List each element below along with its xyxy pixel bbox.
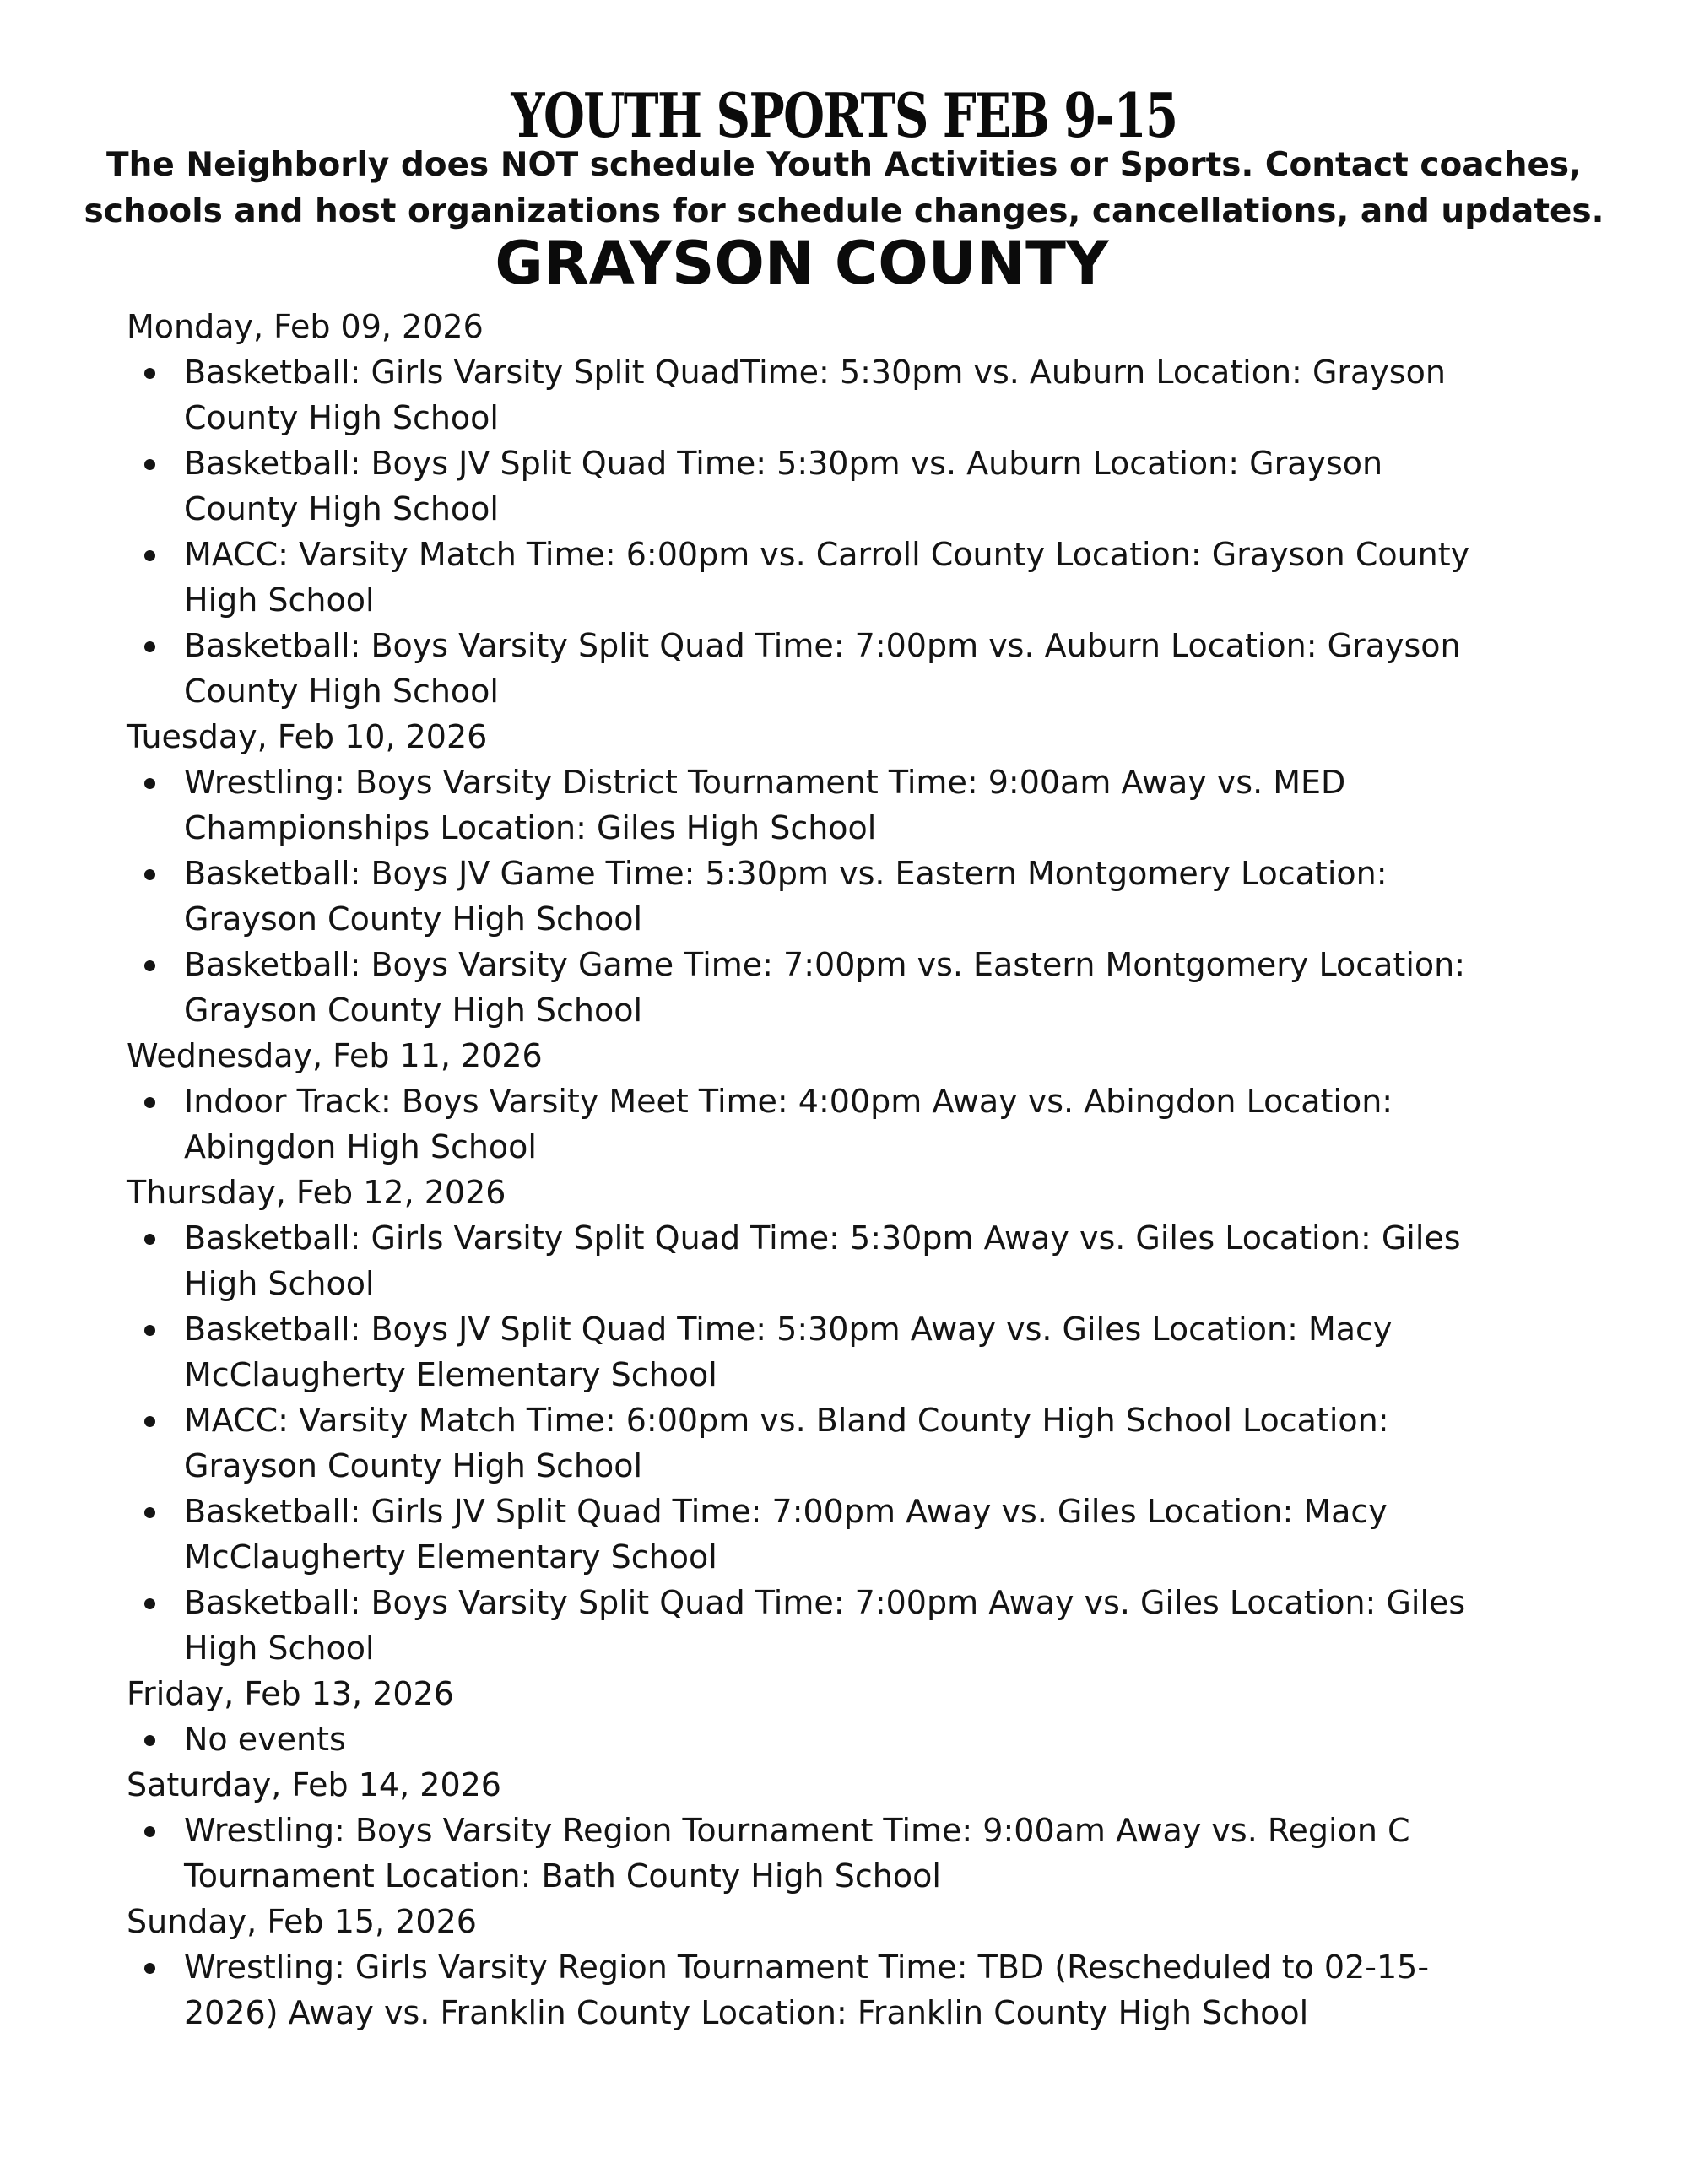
day-header: Saturday, Feb 14, 2026 bbox=[127, 1766, 501, 1803]
event-item: Wrestling: Boys Varsity Region Tournament Time: 9:00am Away vs. Region C Tournament Location: Bath County High School bbox=[184, 1808, 1518, 1899]
event-item: Wrestling: Boys Varsity District Tournament Time: 9:00am Away vs. MED Championships Location: Giles High School bbox=[184, 760, 1518, 851]
day-header: Friday, Feb 13, 2026 bbox=[127, 1675, 454, 1712]
event-item: Wrestling: Girls Varsity Region Tournament Time: TBD (Rescheduled to 02-15-2026) Away vs. Franklin County Location: Franklin County High School bbox=[184, 1944, 1518, 2035]
day-header: Wednesday, Feb 11, 2026 bbox=[127, 1037, 543, 1074]
event-item: No events bbox=[184, 1716, 1518, 1762]
event-item: Basketball: Girls JV Split Quad Time: 7:00pm Away vs. Giles Location: Macy McClaugherty Elementary School bbox=[184, 1489, 1518, 1580]
disclaimer-line-1: The Neighborly does NOT schedule Youth Activities or Sports. Contact coaches, bbox=[106, 146, 1582, 184]
day-section-wednesday bbox=[127, 1033, 1561, 1170]
event-item: MACC: Varsity Match Time: 6:00pm vs. Carroll County Location: Grayson County High School bbox=[184, 532, 1518, 623]
day-section-sunday bbox=[127, 1899, 1561, 2035]
county-heading: GRAYSON COUNTY bbox=[495, 229, 1109, 298]
event-item: Basketball: Boys Varsity Split Quad Time: 7:00pm vs. Auburn Location: Grayson County High School bbox=[184, 623, 1518, 714]
event-item: Basketball: Girls Varsity Split QuadTime: 5:30pm vs. Auburn Location: Grayson County High School bbox=[184, 349, 1518, 441]
event-item: Basketball: Boys JV Split Quad Time: 5:30pm Away vs. Giles Location: Macy McClaugherty Elementary School bbox=[184, 1306, 1518, 1397]
day-section-tuesday bbox=[127, 714, 1561, 1033]
event-item: Basketball: Boys JV Game Time: 5:30pm vs. Eastern Montgomery Location: Grayson County High School bbox=[184, 851, 1518, 942]
day-section-thursday bbox=[127, 1170, 1561, 1671]
day-header: Tuesday, Feb 10, 2026 bbox=[127, 718, 488, 755]
day-section-friday bbox=[127, 1671, 1561, 1762]
event-list bbox=[127, 349, 1561, 714]
disclaimer-line-2: schools and host organizations for schedule changes, cancellations, and updates. bbox=[84, 192, 1604, 230]
schedule-list bbox=[127, 304, 1561, 2035]
event-list bbox=[127, 1078, 1561, 1170]
event-list bbox=[127, 1944, 1561, 2035]
day-header: Monday, Feb 09, 2026 bbox=[127, 308, 484, 345]
page-title: YOUTH SPORTS FEB 9-15 bbox=[511, 79, 1177, 151]
disclaimer bbox=[0, 142, 1688, 235]
event-item: Basketball: Boys Varsity Game Time: 7:00pm vs. Eastern Montgomery Location: Grayson County High School bbox=[184, 942, 1518, 1033]
event-item: MACC: Varsity Match Time: 6:00pm vs. Bland County High School Location: Grayson County High School bbox=[184, 1397, 1518, 1489]
event-item: Basketball: Boys JV Split Quad Time: 5:30pm vs. Auburn Location: Grayson County High School bbox=[184, 441, 1518, 532]
day-section-monday bbox=[127, 304, 1561, 714]
event-item: Basketball: Boys Varsity Split Quad Time: 7:00pm Away vs. Giles Location: Giles High School bbox=[184, 1580, 1518, 1671]
event-list bbox=[127, 1215, 1561, 1671]
day-header: Thursday, Feb 12, 2026 bbox=[127, 1174, 506, 1211]
event-item: Basketball: Girls Varsity Split Quad Time: 5:30pm Away vs. Giles Location: Giles High School bbox=[184, 1215, 1518, 1306]
event-list bbox=[127, 760, 1561, 1033]
event-list bbox=[127, 1716, 1561, 1762]
day-header: Sunday, Feb 15, 2026 bbox=[127, 1903, 477, 1940]
event-item: Indoor Track: Boys Varsity Meet Time: 4:00pm Away vs. Abingdon Location: Abingdon High School bbox=[184, 1078, 1518, 1170]
event-list bbox=[127, 1808, 1561, 1899]
day-section-saturday bbox=[127, 1762, 1561, 1899]
